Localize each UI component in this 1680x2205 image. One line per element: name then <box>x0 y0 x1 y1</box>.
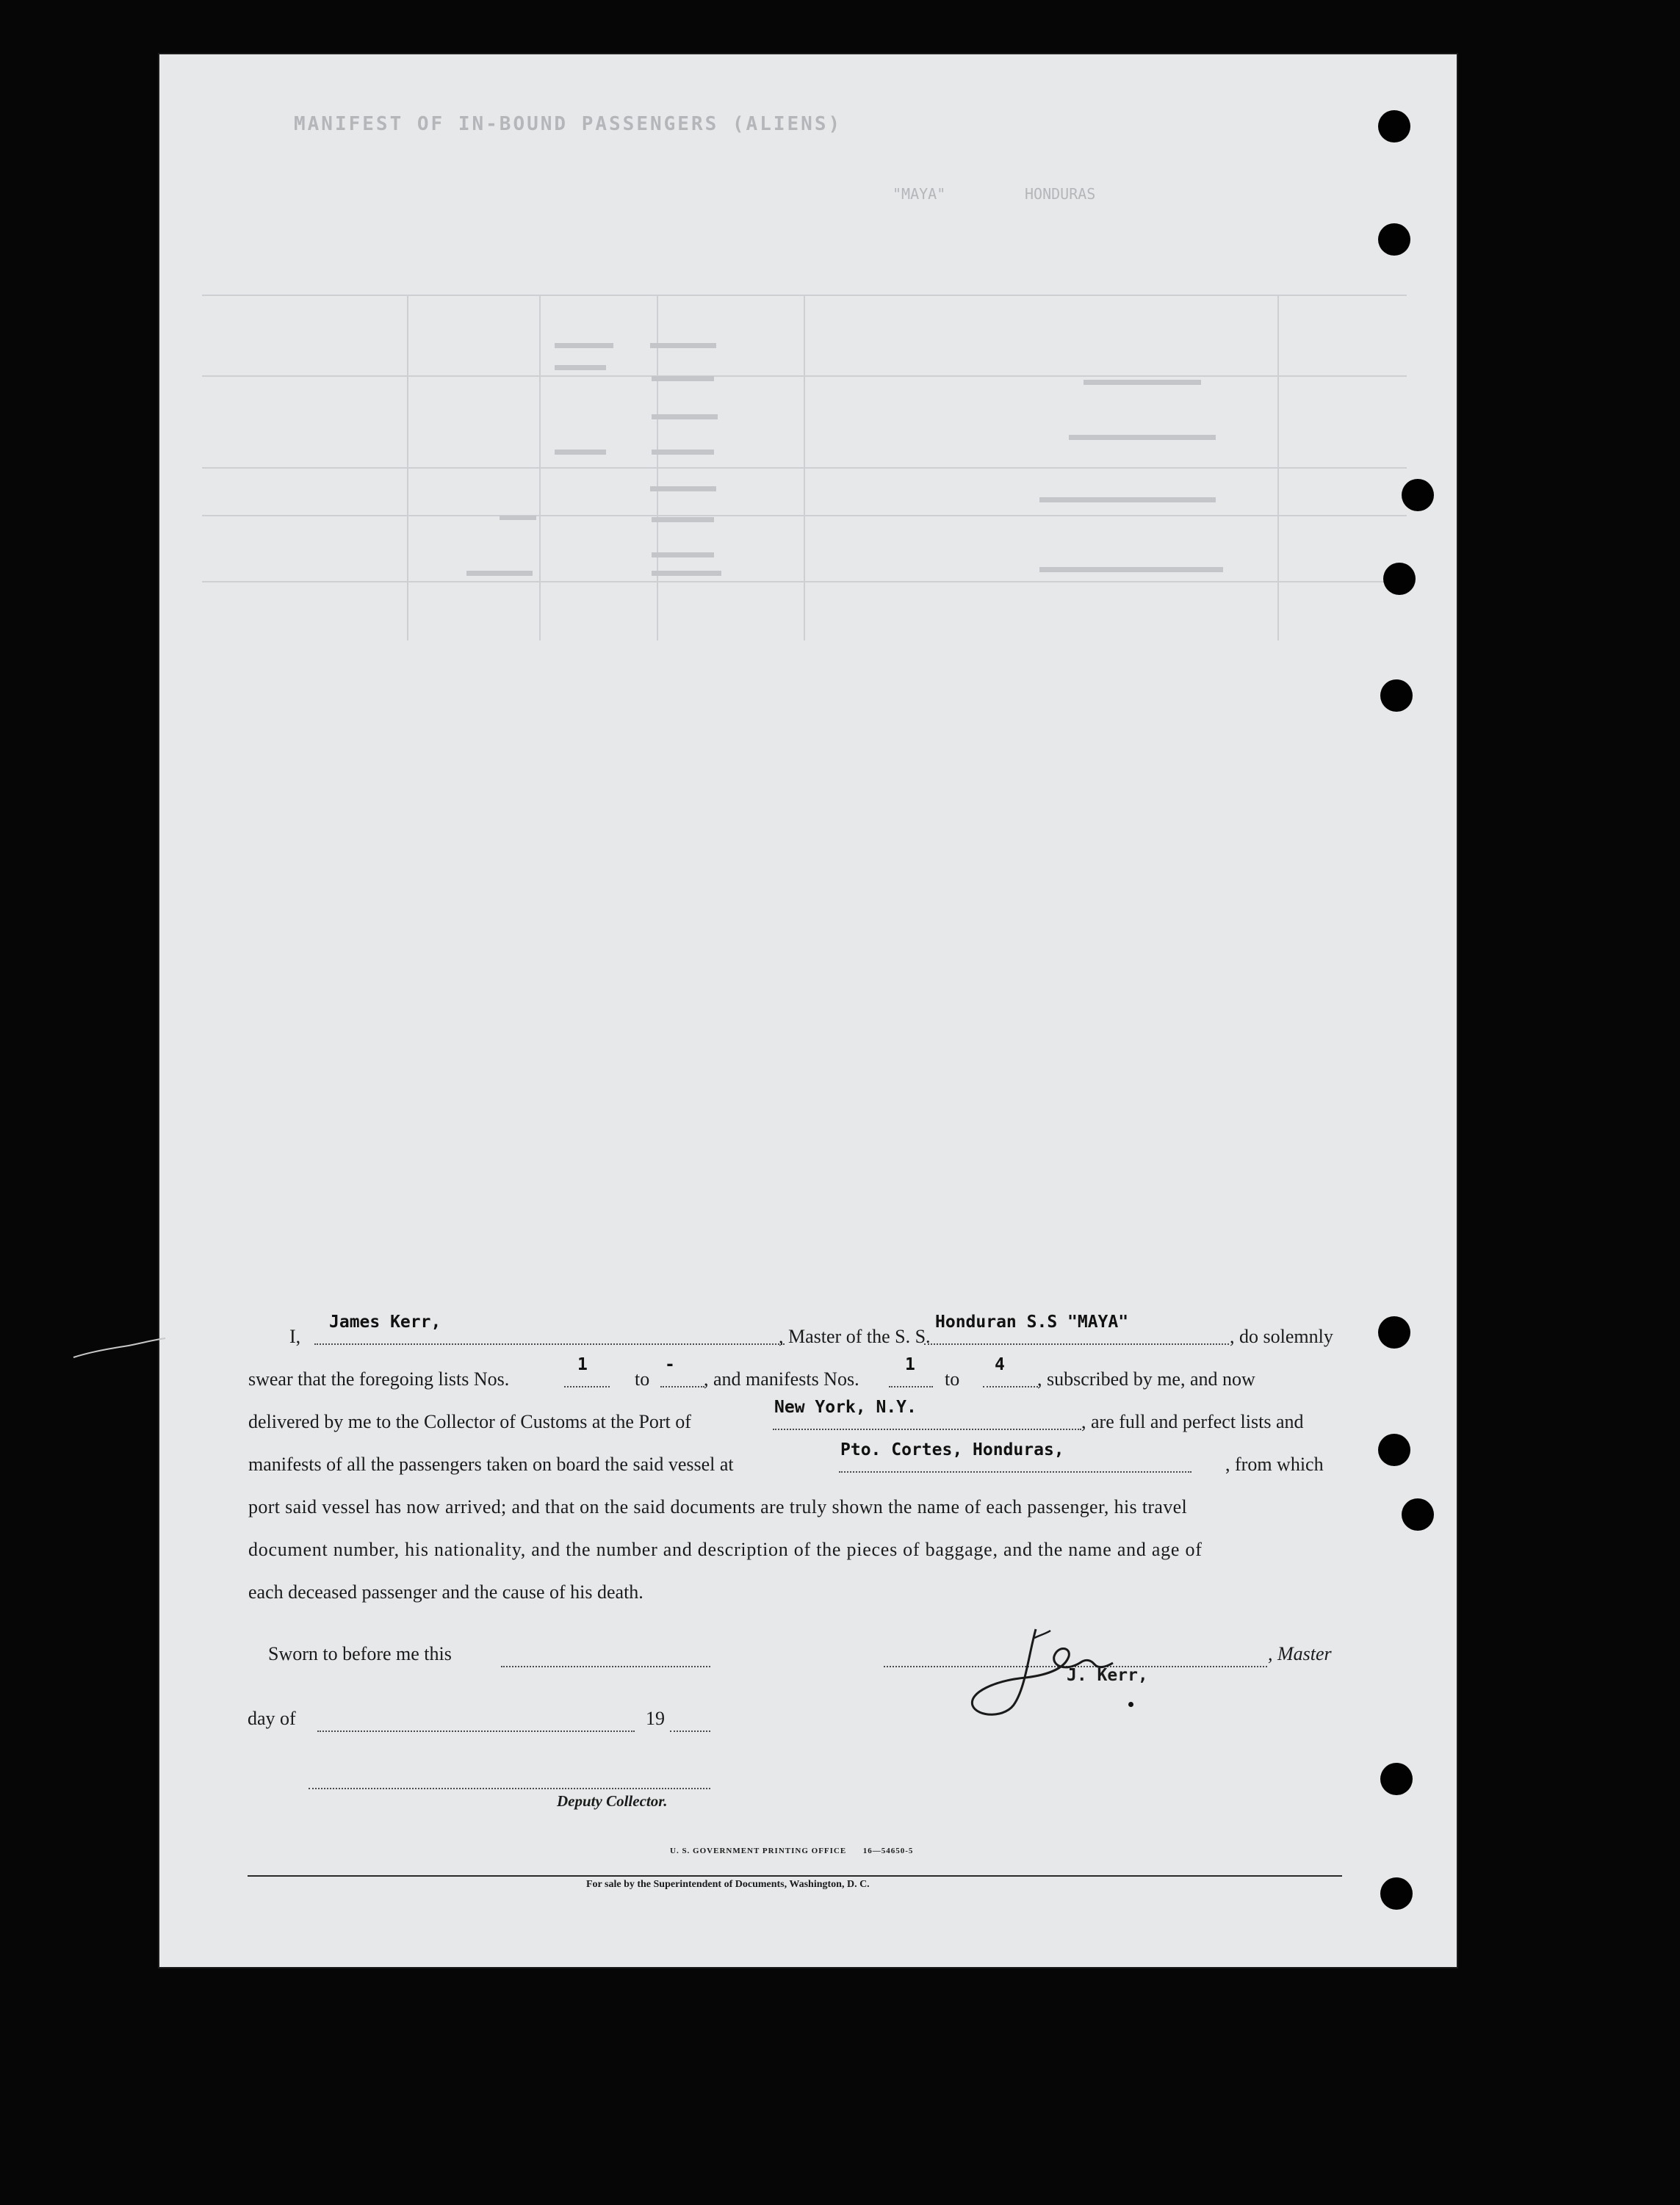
ship-field <box>924 1313 1229 1358</box>
oath-text: to <box>945 1368 960 1390</box>
deputy-collector-line <box>309 1788 710 1789</box>
binder-hole <box>1402 1498 1434 1531</box>
list-from: 1 <box>577 1355 588 1374</box>
list-from-field <box>564 1355 610 1401</box>
document-page <box>158 53 1458 1968</box>
oath-text: manifests of all the passengers taken on board the said vessel at <box>248 1454 734 1475</box>
oath-text: to <box>635 1368 650 1390</box>
oath-text: , subscribed by me, and now <box>1037 1368 1255 1390</box>
binder-hole <box>1383 563 1416 595</box>
oath-text: , are full and perfect lists and <box>1081 1411 1304 1432</box>
oath-line-7 <box>248 1571 1346 1614</box>
list-to-field <box>660 1355 704 1401</box>
day-of-label: day of <box>248 1708 296 1729</box>
oath-line-1 <box>248 1313 1346 1358</box>
master-title: , Master <box>1268 1643 1332 1664</box>
sworn-label: Sworn to before me this <box>268 1643 452 1664</box>
binder-hole <box>1378 1434 1410 1466</box>
footer-rule <box>248 1875 1342 1877</box>
binder-hole <box>1380 1877 1413 1910</box>
year-label: 19 <box>646 1708 665 1729</box>
faded-manifest-title: MANIFEST OF IN-BOUND PASSENGERS (ALIENS) <box>294 113 843 135</box>
port-name: New York, N.Y. <box>774 1398 917 1417</box>
oath-text: , and manifests Nos. <box>704 1368 859 1390</box>
oath-line-6 <box>248 1529 1346 1571</box>
list-to: - <box>665 1355 675 1374</box>
origin-port: Pto. Cortes, Honduras, <box>840 1440 1064 1459</box>
manifest-from: 1 <box>905 1355 915 1374</box>
faded-table-lines <box>158 53 1458 655</box>
master-oath <box>248 1313 1346 1614</box>
oath-text: each deceased passenger and the cause of his death. <box>248 1581 643 1603</box>
sworn-date-field <box>501 1666 710 1667</box>
day-of-field <box>317 1731 635 1732</box>
binder-hole <box>1402 479 1434 511</box>
manifest-to: 4 <box>995 1355 1005 1374</box>
binder-hole <box>1378 110 1410 142</box>
oath-line-3 <box>248 1398 1346 1443</box>
oath-text: port said vessel has now arrived; and that on the said documents are truly shown the name of each passenger, his travel <box>248 1496 1188 1517</box>
binder-hole <box>1378 223 1410 256</box>
paper-fiber-mark <box>70 1322 173 1366</box>
oath-line-5 <box>248 1486 1346 1529</box>
oath-text: delivered by me to the Collector of Customs at the Port of <box>248 1411 691 1432</box>
ink-dot <box>1128 1702 1133 1707</box>
binder-hole <box>1380 1763 1413 1795</box>
oath-prefix: I, <box>289 1326 301 1347</box>
master-name-field <box>314 1313 785 1358</box>
typed-signature: J. Kerr, <box>1067 1666 1148 1685</box>
binder-hole <box>1378 1316 1410 1349</box>
oath-text: , do solemnly <box>1230 1326 1333 1347</box>
for-sale-note: For sale by the Superintendent of Documents, Washington, D. C. <box>586 1879 870 1890</box>
faded-vessel-name: "MAYA" <box>893 185 946 203</box>
binder-hole <box>1380 679 1413 712</box>
oath-text: swear that the foregoing lists Nos. <box>248 1368 510 1390</box>
deputy-collector-label: Deputy Collector. <box>557 1792 668 1810</box>
ship-name: Honduran S.S "MAYA" <box>935 1313 1129 1332</box>
faded-port-name: HONDURAS <box>1025 185 1096 203</box>
oath-text: document number, his nationality, and the number and description of the pieces of baggage, and the name and age of <box>248 1539 1203 1560</box>
oath-text: , from which <box>1225 1454 1324 1475</box>
oath-text: , Master of the S. S. <box>779 1326 931 1347</box>
manifest-to-field <box>983 1355 1038 1401</box>
year-field <box>670 1731 710 1732</box>
gpo-imprint: U. S. GOVERNMENT PRINTING OFFICE 16—54650-5 <box>670 1847 914 1855</box>
oath-line-4 <box>248 1440 1346 1486</box>
master-name: James Kerr, <box>329 1313 441 1332</box>
origin-field <box>839 1440 1191 1486</box>
